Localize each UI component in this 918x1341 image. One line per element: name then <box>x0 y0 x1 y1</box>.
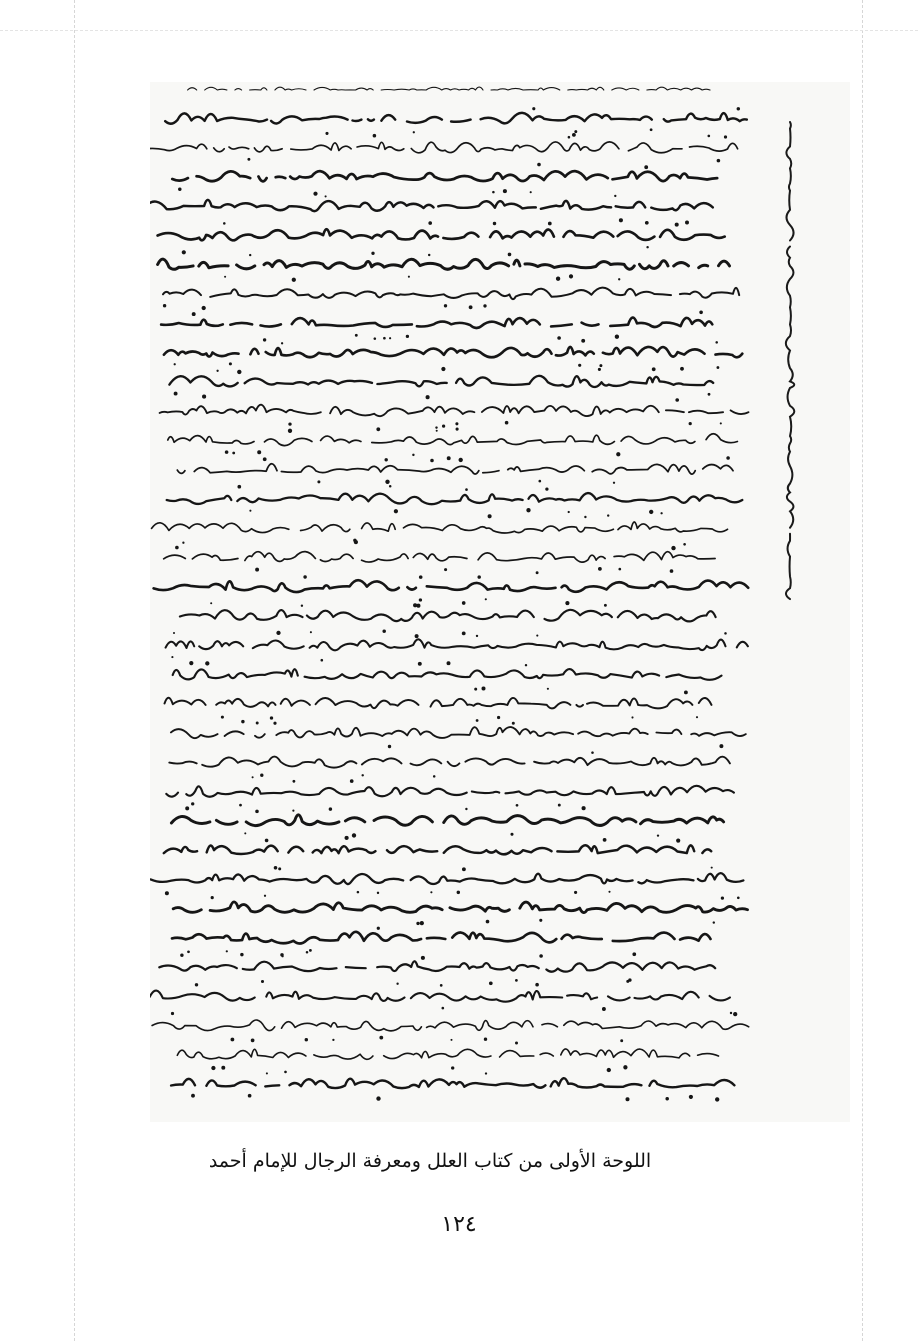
diacritic-dot <box>447 456 451 460</box>
diacritic-dot <box>281 342 283 344</box>
diacritic-dot <box>382 629 385 632</box>
plate-caption: اللوحة الأولى من كتاب العلل ومعرفة الرجال للإمام أحمد <box>208 1150 652 1172</box>
diacritic-dot <box>614 195 616 197</box>
diacritic-dot <box>231 1038 235 1042</box>
diacritic-dot <box>173 632 175 634</box>
diacritic-dot <box>607 1068 611 1072</box>
diacritic-dot <box>537 163 541 167</box>
diacritic-dot <box>185 806 189 810</box>
diacritic-dot <box>618 278 620 280</box>
diacritic-dot <box>436 430 438 432</box>
diacritic-dot <box>607 514 609 516</box>
diacritic-dot <box>649 510 653 514</box>
diacritic-dot <box>226 950 228 952</box>
diacritic-dot <box>182 542 184 544</box>
diacritic-dot <box>719 744 723 748</box>
diacritic-dot <box>462 631 466 635</box>
diacritic-dot <box>371 252 374 255</box>
diacritic-dot <box>632 952 636 956</box>
diacritic-dot <box>459 458 463 462</box>
diacritic-dot <box>676 839 680 843</box>
diacritic-dot <box>618 568 621 571</box>
diacritic-dot <box>548 222 552 226</box>
diacritic-dot <box>256 722 259 725</box>
diacritic-dot <box>483 304 486 307</box>
diacritic-dot <box>711 867 713 869</box>
diacritic-dot <box>539 954 543 958</box>
scan-edge-right <box>862 0 863 1341</box>
diacritic-dot <box>650 128 653 131</box>
diacritic-dot <box>474 688 477 691</box>
diacritic-dot <box>532 107 535 110</box>
diacritic-dot <box>376 427 380 431</box>
diacritic-dot <box>433 775 436 778</box>
diacritic-dot <box>249 254 251 256</box>
diacritic-dot <box>508 253 512 257</box>
diacritic-dot <box>244 832 246 834</box>
diacritic-dot <box>569 274 573 278</box>
diacritic-dot <box>442 424 445 427</box>
diacritic-dot <box>652 367 656 371</box>
diacritic-dot <box>720 422 722 424</box>
diacritic-dot <box>385 458 388 461</box>
diacritic-dot <box>477 575 480 578</box>
diacritic-dot <box>737 896 740 899</box>
diacritic-dot <box>465 488 468 491</box>
diacritic-dot <box>263 457 267 461</box>
diacritic-dot <box>435 426 437 428</box>
diacritic-dot <box>313 192 317 196</box>
diacritic-dot <box>713 921 715 923</box>
diacritic-dot <box>252 776 254 778</box>
diacritic-dot <box>292 780 295 783</box>
diacritic-dot <box>261 980 264 983</box>
diacritic-dot <box>598 368 601 371</box>
diacritic-dot <box>457 891 460 894</box>
diacritic-dot <box>646 246 648 248</box>
diacritic-dot <box>616 452 620 456</box>
diacritic-dot <box>505 421 509 425</box>
diacritic-dot <box>489 981 493 985</box>
diacritic-dot <box>270 716 273 719</box>
diacritic-dot <box>306 951 309 954</box>
diacritic-dot <box>516 804 519 807</box>
diacritic-dot <box>263 338 266 341</box>
diacritic-dot <box>485 598 487 600</box>
diacritic-dot <box>192 312 196 316</box>
diacritic-dot <box>675 398 679 402</box>
diacritic-dot <box>377 892 379 894</box>
diacritic-dot <box>205 661 209 665</box>
diacritic-dot <box>191 1094 195 1098</box>
diacritic-dot <box>310 631 312 633</box>
diacritic-dot <box>274 866 278 870</box>
diacritic-dot <box>180 953 183 956</box>
diacritic-dot <box>715 341 718 344</box>
diacritic-dot <box>613 482 615 484</box>
diacritic-dot <box>361 774 363 776</box>
diacritic-dot <box>255 568 259 572</box>
diacritic-dot <box>355 334 358 337</box>
diacritic-dot <box>430 459 434 463</box>
diacritic-dot <box>644 165 648 169</box>
diacritic-dot <box>376 1096 380 1100</box>
diacritic-dot <box>415 634 419 638</box>
diacritic-dot <box>163 304 166 307</box>
diacritic-dot <box>239 804 242 807</box>
diacritic-dot <box>503 189 507 193</box>
diacritic-dot <box>442 1007 445 1010</box>
diacritic-dot <box>264 895 266 897</box>
diacritic-dot <box>210 602 212 604</box>
diacritic-dot <box>406 335 409 338</box>
diacritic-dot <box>189 661 193 665</box>
diacritic-dot <box>599 364 602 367</box>
diacritic-dot <box>469 305 473 309</box>
diacritic-dot <box>584 516 586 518</box>
diacritic-dot <box>604 604 607 607</box>
diacritic-dot <box>191 802 194 805</box>
scan-edge-top <box>0 30 918 31</box>
diacritic-dot <box>416 922 419 925</box>
diacritic-dot <box>730 1012 732 1014</box>
diacritic-dot <box>484 1038 487 1041</box>
diacritic-dot <box>598 567 602 571</box>
diacritic-dot <box>325 132 328 135</box>
diacritic-dot <box>251 1039 255 1043</box>
diacritic-dot <box>623 1065 627 1069</box>
diacritic-dot <box>699 311 703 315</box>
diacritic-dot <box>733 1012 737 1016</box>
diacritic-dot <box>332 1039 334 1041</box>
diacritic-dot <box>626 980 629 983</box>
diacritic-dot <box>288 429 292 433</box>
diacritic-dot <box>515 979 518 982</box>
diacritic-dot <box>684 690 688 694</box>
diacritic-dot <box>558 804 561 807</box>
diacritic-dot <box>260 774 263 777</box>
diacritic-dot <box>493 222 496 225</box>
diacritic-dot <box>539 919 542 922</box>
diacritic-dot <box>675 223 679 227</box>
diacritic-dot <box>240 953 243 956</box>
diacritic-dot <box>373 134 377 138</box>
diacritic-dot <box>685 221 689 225</box>
diacritic-dot <box>421 956 425 960</box>
diacritic-dot <box>441 367 445 371</box>
diacritic-dot <box>525 664 527 666</box>
diacritic-dot <box>565 601 569 605</box>
diacritic-dot <box>389 337 391 339</box>
diacritic-dot <box>574 130 577 133</box>
diacritic-dot <box>620 1039 623 1042</box>
diacritic-dot <box>229 362 232 365</box>
diacritic-dot <box>430 891 432 893</box>
diacritic-dot <box>482 687 486 691</box>
diacritic-dot <box>221 1066 225 1070</box>
diacritic-dot <box>572 133 576 137</box>
diacritic-dot <box>171 656 173 658</box>
diacritic-dot <box>182 250 186 254</box>
diacritic-dot <box>276 631 280 635</box>
diacritic-dot <box>284 1071 287 1074</box>
diacritic-dot <box>721 896 724 899</box>
diacritic-dot <box>281 955 283 957</box>
diacritic-dot <box>717 159 721 163</box>
diacritic-dot <box>419 598 422 601</box>
diacritic-dot <box>305 1038 308 1041</box>
diacritic-dot <box>557 336 561 340</box>
diacritic-dot <box>456 428 459 431</box>
diacritic-dot <box>377 927 380 930</box>
diacritic-dot <box>345 836 349 840</box>
diacritic-dot <box>476 719 479 722</box>
diacritic-dot <box>512 722 515 725</box>
diacritic-dot <box>255 810 259 814</box>
diacritic-dot <box>301 605 303 607</box>
diacritic-dot <box>535 983 539 987</box>
diacritic-dot <box>455 422 458 425</box>
diacritic-dot <box>265 839 269 843</box>
diacritic-dot <box>526 508 530 512</box>
diacritic-dot <box>536 571 539 574</box>
diacritic-dot <box>413 131 415 133</box>
diacritic-dot <box>211 1066 215 1070</box>
diacritic-dot <box>317 480 320 483</box>
diacritic-dot <box>645 221 649 225</box>
diacritic-dot <box>225 450 229 454</box>
diacritic-dot <box>689 1095 693 1099</box>
diacritic-dot <box>447 661 451 665</box>
diacritic-dot <box>680 367 684 371</box>
diacritic-dot <box>485 1072 487 1074</box>
diacritic-dot <box>257 450 261 454</box>
diacritic-dot <box>724 135 727 138</box>
diacritic-dot <box>350 779 354 783</box>
diacritic-dot <box>171 1012 174 1015</box>
diacritic-dot <box>657 834 659 836</box>
diacritic-dot <box>385 480 389 484</box>
diacritic-dot <box>187 950 190 953</box>
diacritic-dot <box>379 1036 383 1040</box>
diacritic-dot <box>224 276 226 278</box>
diacritic-dot <box>266 1072 268 1074</box>
diacritic-dot <box>412 454 414 456</box>
diacritic-dot <box>581 339 585 343</box>
diacritic-dot <box>202 306 206 310</box>
scan-edge-left <box>74 0 75 1341</box>
diacritic-dot <box>608 891 610 893</box>
diacritic-dot <box>707 135 710 138</box>
diacritic-dot <box>591 751 594 754</box>
diacritic-dot <box>724 632 727 635</box>
diacritic-dot <box>556 277 560 281</box>
diacritic-dot <box>603 838 607 842</box>
diacritic-dot <box>419 575 423 579</box>
diacritic-dot <box>418 662 422 666</box>
diacritic-dot <box>492 191 495 194</box>
diacritic-dot <box>195 983 198 986</box>
diacritic-dot <box>440 984 443 987</box>
diacritic-dot <box>303 575 306 578</box>
diacritic-dot <box>165 891 169 895</box>
diacritic-dot <box>357 891 360 894</box>
diacritic-dot <box>716 366 719 369</box>
diacritic-dot <box>396 983 398 985</box>
diacritic-dot <box>273 722 276 725</box>
diacritic-dot <box>715 1097 719 1101</box>
diacritic-dot <box>178 187 181 190</box>
diacritic-dot <box>428 221 432 225</box>
diacritic-dot <box>582 806 586 810</box>
diacritic-dot <box>211 896 214 899</box>
diacritic-dot <box>247 158 250 161</box>
diacritic-dot <box>426 395 430 399</box>
diacritic-dot <box>389 485 392 488</box>
diacritic-dot <box>568 511 570 513</box>
diacritic-dot <box>428 254 430 256</box>
diacritic-dot <box>278 867 281 870</box>
diacritic-dot <box>223 222 226 225</box>
diacritic-dot <box>288 422 291 425</box>
diacritic-dot <box>510 833 513 836</box>
diacritic-dot <box>683 543 686 546</box>
manuscript-image <box>150 82 850 1122</box>
diacritic-dot <box>325 195 327 197</box>
page-number: ١٢٤ <box>441 1212 477 1237</box>
diacritic-dot <box>451 1066 454 1069</box>
diacritic-dot <box>329 807 332 810</box>
diacritic-dot <box>462 601 466 605</box>
diacritic-dot <box>241 720 244 723</box>
diacritic-dot <box>450 1039 452 1041</box>
diacritic-dot <box>538 480 541 483</box>
diacritic-dot <box>444 304 447 307</box>
diacritic-dot <box>309 949 312 952</box>
diacritic-dot <box>237 485 241 489</box>
diacritic-dot <box>232 452 235 455</box>
diacritic-dot <box>497 716 500 719</box>
diacritic-dot <box>374 337 377 340</box>
diacritic-dot <box>726 456 730 460</box>
diacritic-dot <box>708 393 711 396</box>
diacritic-dot <box>671 546 675 550</box>
diacritic-dot <box>488 514 492 518</box>
diacritic-dot <box>696 716 698 718</box>
diacritic-dot <box>615 335 619 339</box>
diacritic-dot <box>619 218 623 222</box>
diacritic-dot <box>237 370 241 374</box>
diacritic-dot <box>515 1042 518 1045</box>
diacritic-dot <box>574 891 577 894</box>
diacritic-dot <box>536 635 538 637</box>
diacritic-dot <box>174 363 176 365</box>
diacritic-dot <box>249 510 251 512</box>
diacritic-dot <box>486 920 490 924</box>
diacritic-dot <box>665 1097 668 1100</box>
diacritic-dot <box>292 278 296 282</box>
diacritic-dot <box>408 276 410 278</box>
diacritic-dot <box>413 603 417 607</box>
diacritic-dot <box>476 635 478 637</box>
diacritic-dot <box>545 487 548 490</box>
diacritic-dot <box>444 568 447 571</box>
diacritic-dot <box>352 833 356 837</box>
diacritic-dot <box>602 1007 606 1011</box>
diacritic-dot <box>568 136 571 139</box>
diacritic-dot <box>547 688 549 690</box>
diacritic-dot <box>221 716 224 719</box>
diacritic-dot <box>660 512 662 514</box>
diacritic-dot <box>626 1097 630 1101</box>
diacritic-dot <box>631 716 633 718</box>
diacritic-dot <box>465 808 467 810</box>
diacritic-dot <box>292 810 294 812</box>
diacritic-dot <box>174 392 178 396</box>
diacritic-dot <box>353 539 356 542</box>
diacritic-dot <box>175 546 179 550</box>
diacritic-dot <box>216 370 218 372</box>
diacritic-dot <box>321 659 324 662</box>
diacritic-dot <box>248 1094 252 1098</box>
diacritic-dot <box>388 745 391 748</box>
diacritic-dot <box>737 107 740 110</box>
diacritic-dot <box>420 921 424 925</box>
diacritic-dot <box>670 569 674 573</box>
diacritic-dot <box>530 191 532 193</box>
diacritic-dot <box>578 364 581 367</box>
diacritic-dot <box>462 867 466 871</box>
diacritic-dot <box>394 509 398 513</box>
diacritic-dot <box>689 422 692 425</box>
diacritic-dot <box>202 395 206 399</box>
diacritic-dot <box>383 337 386 340</box>
